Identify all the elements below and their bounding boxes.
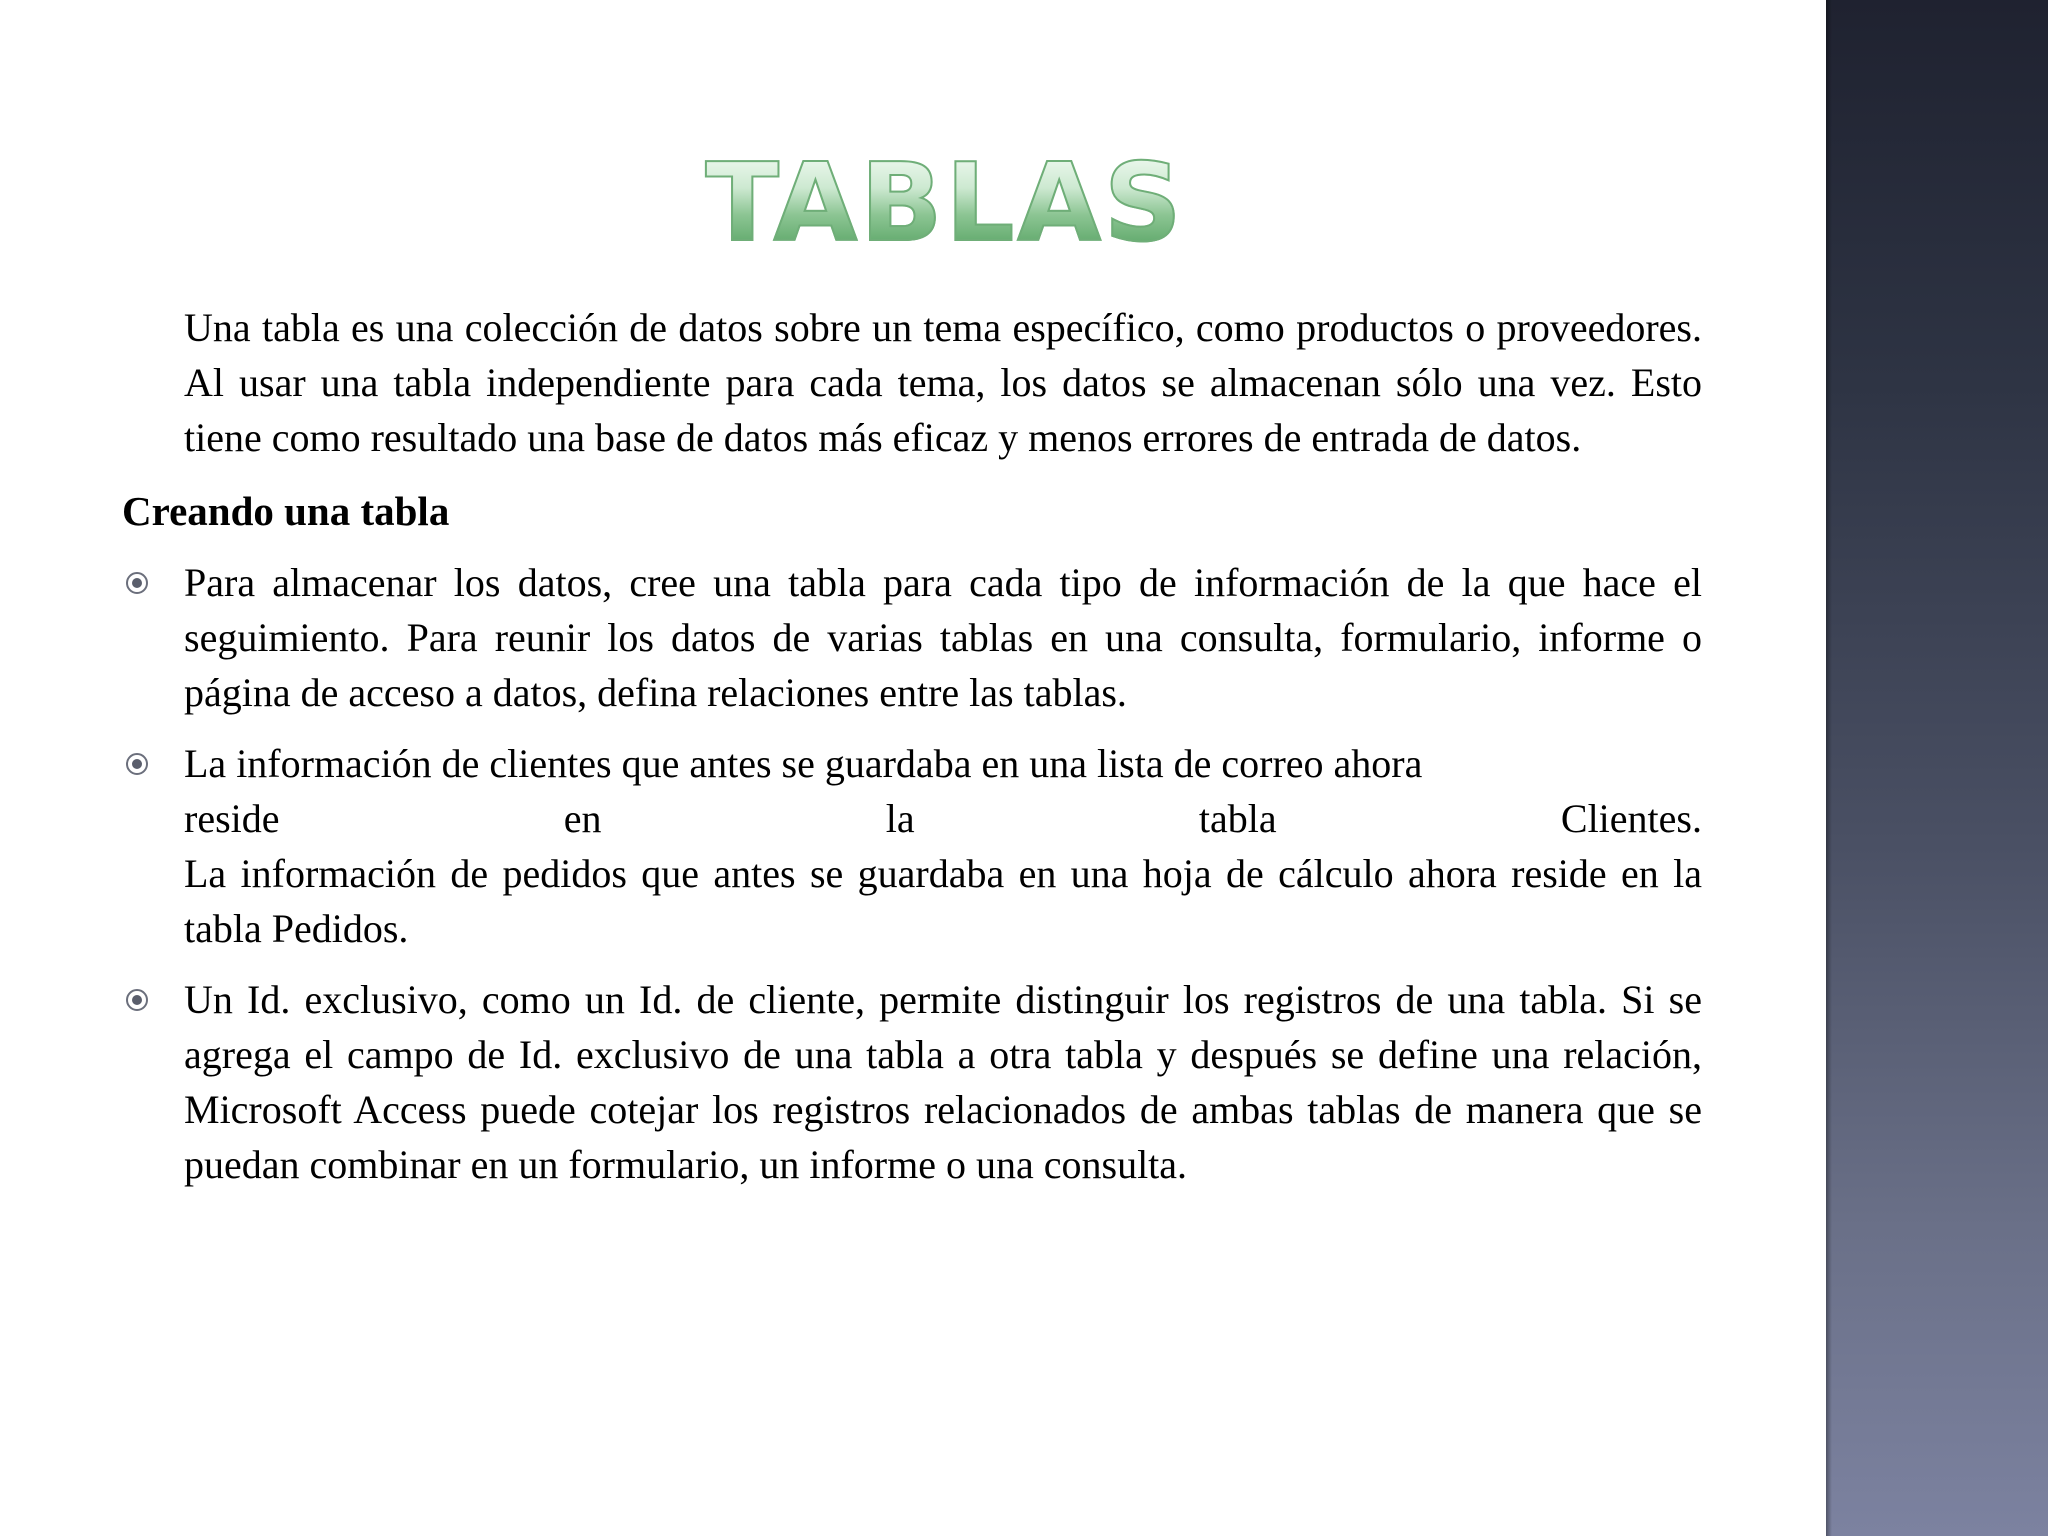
list-item	[122, 972, 1702, 1192]
list-item	[122, 555, 1702, 720]
circle-bullet-icon	[126, 572, 148, 594]
word: Clientes.	[1560, 796, 1702, 841]
section-heading: Creando una tabla	[122, 488, 450, 534]
slide-body	[122, 300, 1702, 1208]
bullet-text: Para almacenar los datos, cree una tabla para cada tipo de información de la que hace el seguimiento. Para reunir los datos de varias tablas en una consulta, formulario, informe o página de acceso a datos, defina relaciones entre las tablas.	[184, 560, 1702, 715]
word: reside	[184, 796, 280, 841]
bullet-list	[122, 555, 1702, 1192]
bullet-text-line-3: La información de pedidos que antes se guardaba en una hoja de cálculo ahora reside en la tabla Pedidos.	[184, 851, 1702, 951]
bullet-text-line-2	[184, 791, 1702, 846]
bullet-text: Un Id. exclusivo, como un Id. de cliente, permite distinguir los registros de una tabla. Si se agrega el campo de Id. exclusivo de una tabla a otra tabla y después se define una relación, Microsoft Access puede cotejar los registros relacionados de ambas tablas de manera que se puedan combinar en un formulario, un informe o una consulta.	[184, 977, 1702, 1187]
list-item	[122, 736, 1702, 956]
slide-title: TABLAS	[0, 150, 1780, 258]
word: tabla	[1198, 796, 1277, 841]
circle-bullet-icon	[126, 989, 148, 1011]
word: la	[885, 796, 915, 841]
word: en	[563, 796, 602, 841]
decorative-side-panel	[1826, 0, 2048, 1536]
circle-bullet-icon	[126, 753, 148, 775]
intro-paragraph: Una tabla es una colección de datos sobre un tema específico, como productos o proveedores. Al usar una tabla independiente para cada tema, los datos se almacenan sólo una vez. Esto tiene como resultado una base de datos más eficaz y menos errores de entrada de datos.	[184, 305, 1702, 460]
bullet-text-line-1: La información de clientes que antes se guardaba en una lista de correo ahora	[184, 741, 1423, 786]
